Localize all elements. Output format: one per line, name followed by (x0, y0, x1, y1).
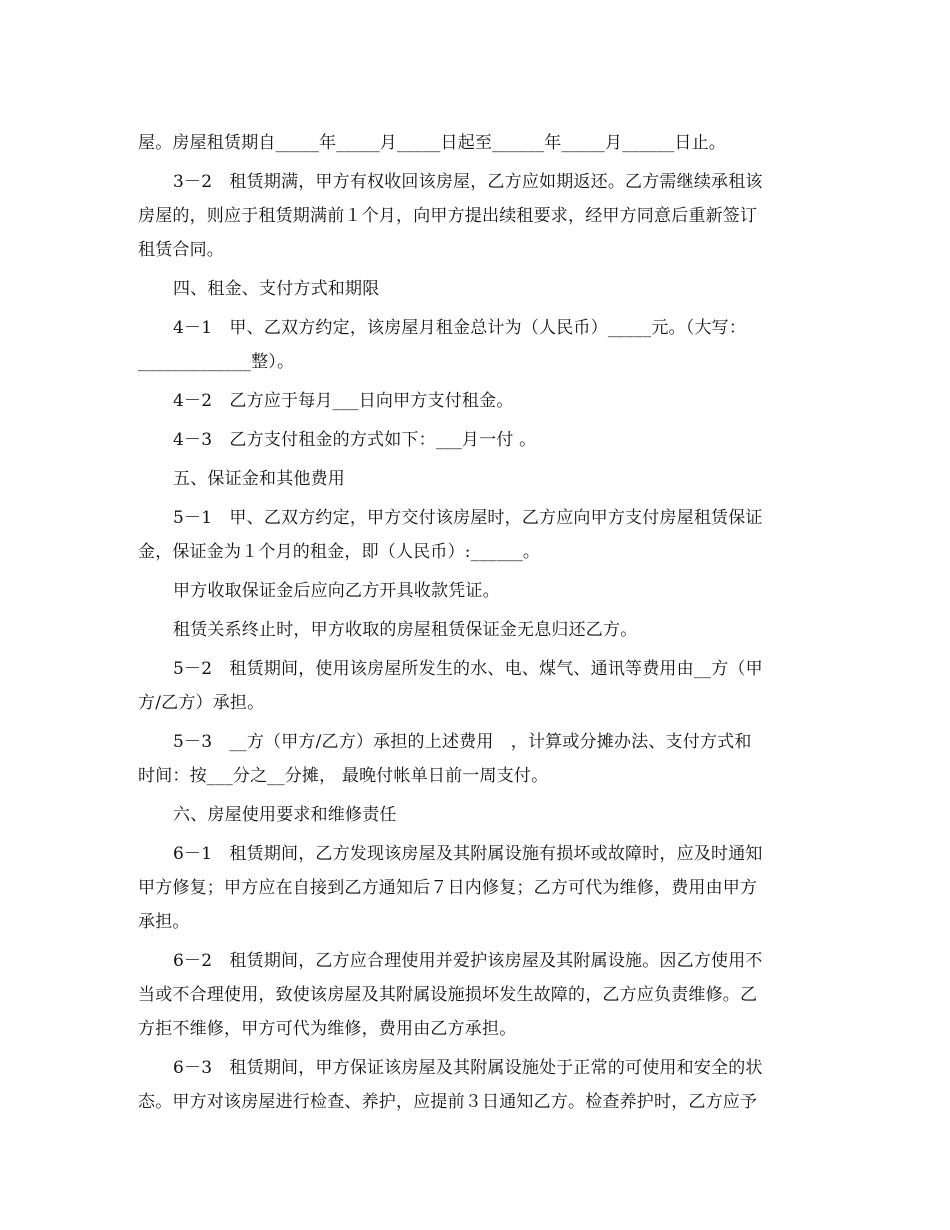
document-line: 屋。房屋租赁期自_____年_____月_____日起至______年_____月______日止。 (138, 133, 726, 153)
document-line: 4－2 乙方应于每月___日向甲方支付租金。 (173, 391, 514, 411)
document-line: 方/乙方）承担。 (138, 693, 265, 713)
document-line: 房屋的，则应于租赁期满前１个月，向甲方提出续租要求，经甲方同意后重新签订 (138, 206, 758, 226)
document-line: 5－3 __方（甲方/乙方）承担的上述费用 ，计算或分摊办法、支付方式和 (173, 732, 752, 752)
document-line: 3－2 租赁期满，甲方有权收回该房屋，乙方应如期返还。乙方需继续承租该 (173, 172, 763, 192)
document-line: 5－2 租赁期间，使用该房屋所发生的水、电、煤气、通讯等费用由__方（甲 (173, 659, 763, 679)
document-line: 六、房屋使用要求和维修责任 (173, 805, 397, 825)
document-line: 时间：按___分之__分摊， 最晚付帐单日前一周支付。 (138, 766, 549, 786)
document-line: 态。甲方对该房屋进行检查、养护，应提前３日通知乙方。检查养护时，乙方应予 (138, 1092, 758, 1112)
document-line: 承担。 (138, 912, 190, 932)
document-line: 甲方修复；甲方应在自接到乙方通知后７日内修复；乙方可代为维修，费用由甲方 (138, 878, 758, 898)
document-line: 6－2 租赁期间，乙方应合理使用并爱护该房屋及其附属设施。因乙方使用不 (173, 951, 763, 971)
document-line: _____________整）。 (138, 352, 295, 372)
document-body (138, 126, 812, 1119)
document-line: 方拒不维修，甲方可代为维修，费用由乙方承担。 (138, 1019, 517, 1039)
document-line: 四、租金、支付方式和期限 (173, 279, 380, 299)
document-line: 金，保证金为１个月的租金，即（人民币）:______。 (138, 542, 541, 562)
document-line: 6－1 租赁期间，乙方发现该房屋及其附属设施有损坏或故障时，应及时通知 (173, 844, 763, 864)
document-line: 当或不合理使用，致使该房屋及其附属设施损坏发生故障的，乙方应负责维修。乙 (138, 985, 758, 1005)
document-line: 5－1 甲、乙双方约定，甲方交付该房屋时，乙方应向甲方支付房屋租赁保证 (173, 508, 763, 528)
document-line: 甲方收取保证金后应向乙方开具收款凭证。 (173, 581, 500, 601)
document-line: 4－1 甲、乙双方约定，该房屋月租金总计为（人民币）_____元。（大写： (173, 318, 747, 338)
document-line: 五、保证金和其他费用 (173, 469, 345, 489)
document-line: 租赁合同。 (138, 240, 224, 260)
document-line: 4－3 乙方支付租金的方式如下：___月一付 。 (173, 430, 537, 450)
document-line: 租赁关系终止时，甲方收取的房屋租赁保证金无息归还乙方。 (173, 620, 638, 640)
document-line: 6－3 租赁期间，甲方保证该房屋及其附属设施处于正常的可使用和安全的状 (173, 1058, 763, 1078)
